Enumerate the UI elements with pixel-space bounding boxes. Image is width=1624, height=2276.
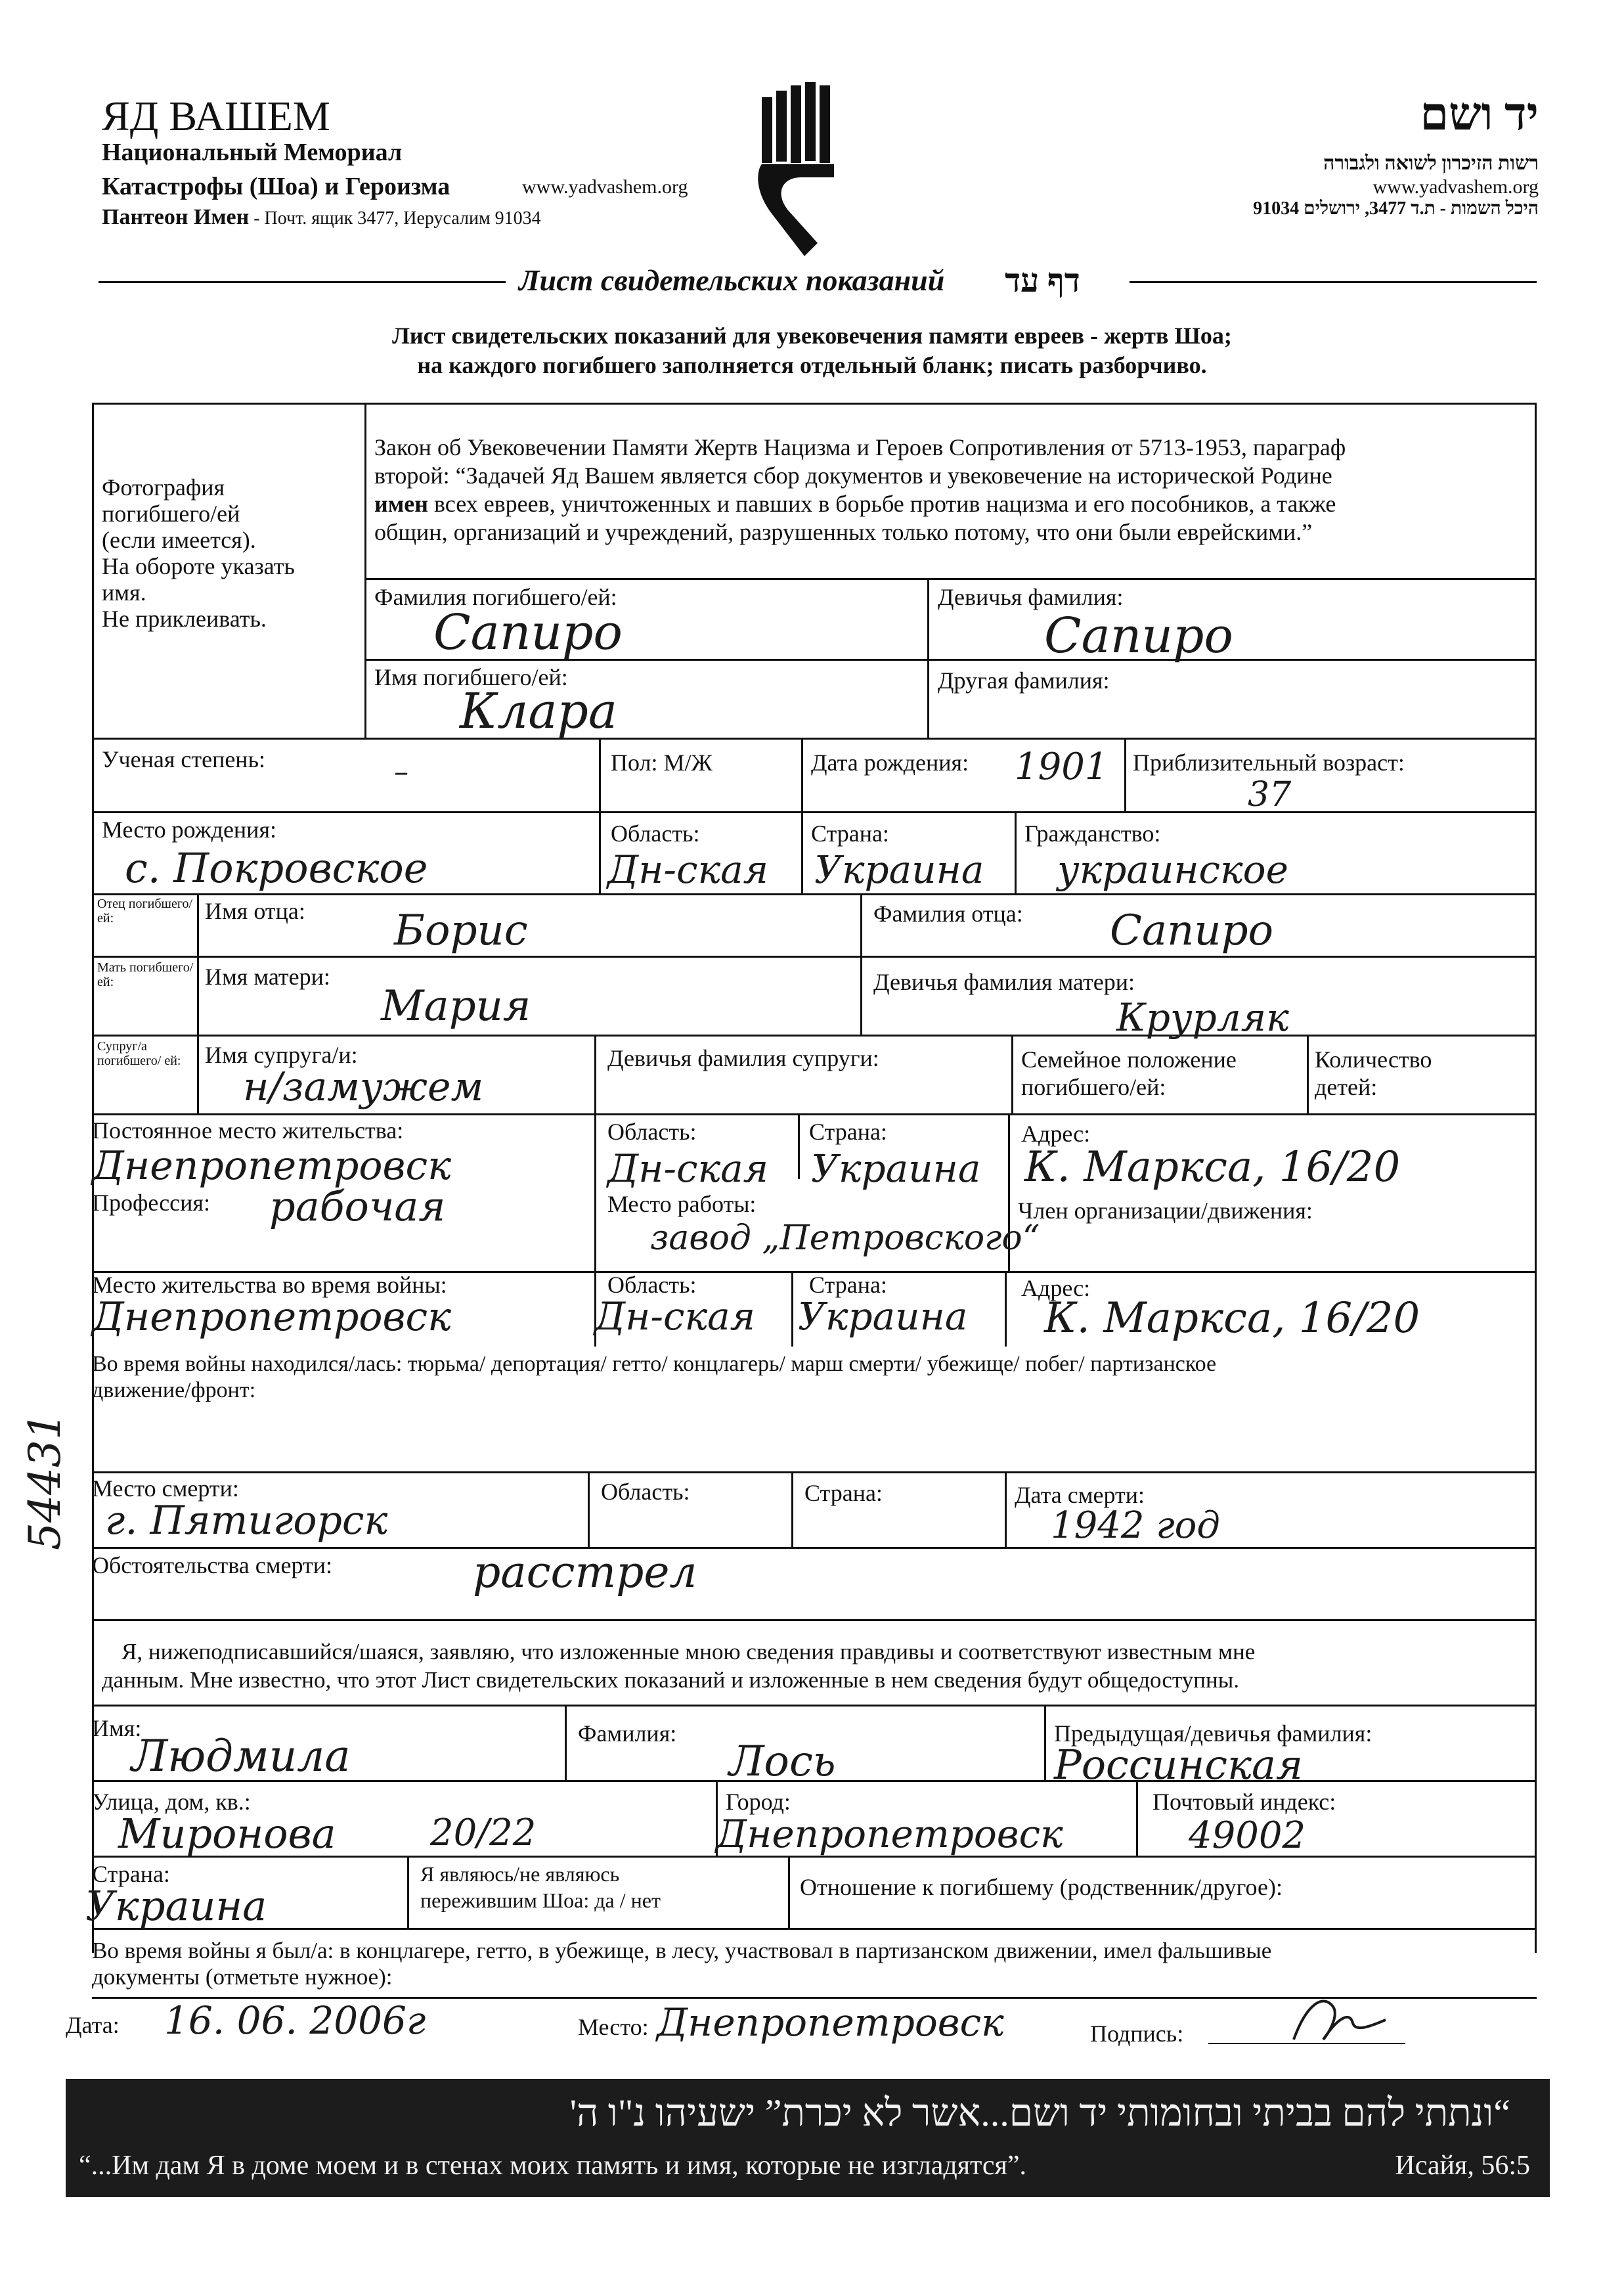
mother-name[interactable]: Мария — [381, 982, 531, 1031]
org-line2: Катастрофы (Шоа) и Героизма — [102, 173, 450, 200]
spouse-maiden-label: Девичья фамилия супруги: — [607, 1045, 879, 1071]
wartime-region-label: Область: — [607, 1272, 697, 1298]
wartime-region[interactable]: Дн-ская — [594, 1294, 756, 1339]
instructions-line2: на каждого погибшего заполняется отдельный бланк; писать разборчиво. — [417, 352, 1207, 378]
wartime-country-label: Страна: — [809, 1272, 887, 1298]
birth-date[interactable]: 1901 — [1015, 746, 1108, 788]
birth-country-label: Страна: — [811, 820, 889, 847]
victim-first-name-label: Имя погибшего/ей: — [374, 664, 568, 690]
law-line2: второй: “Задачей Яд Вашем является сбор документов и увековечение на исторической Родине — [374, 462, 1332, 489]
declaration-line2: данным. Мне известно, что этот Лист свидетельских показаний и изложенные в нем сведения будут общедоступны. — [102, 1667, 1239, 1693]
father-side-label: Отец погибшего/ ей: — [97, 897, 193, 926]
org-line1: Национальный Мемориал — [102, 139, 403, 166]
signature-label: Подпись: — [1090, 2020, 1184, 2047]
residence-address[interactable]: К. Маркса, 16/20 — [1024, 1143, 1401, 1192]
birth-region[interactable]: Дн-ская — [607, 847, 769, 892]
father-surname-label: Фамилия отца: — [873, 901, 1023, 927]
residence-country-label: Страна: — [809, 1119, 887, 1145]
org-name-ru: ЯД ВАШЕМ — [102, 93, 330, 139]
residence-address-label: Адрес: — [1021, 1121, 1091, 1147]
zip-code[interactable]: 49002 — [1189, 1814, 1306, 1857]
signature-mark[interactable] — [1287, 1990, 1392, 2049]
menorah-logo — [755, 79, 841, 263]
survivor-label1: Я являюсь/не являюсь — [420, 1862, 620, 1886]
workplace[interactable]: завод „Петровского“ — [650, 1218, 1040, 1258]
victim-first-name[interactable]: Клара — [460, 683, 617, 740]
wartime-address-label: Адрес: — [1021, 1275, 1091, 1301]
approx-age-label: Приблизительный возраст: — [1133, 749, 1405, 776]
submitter-surname[interactable]: Лось — [729, 1737, 836, 1786]
org-line3-wrap — [102, 205, 541, 230]
form-title-he: דף עד — [1005, 262, 1080, 299]
street-label: Улица, дом, кв.: — [92, 1789, 251, 1815]
photo-line: погибшего/ей — [102, 501, 240, 527]
death-country-label: Страна: — [804, 1480, 883, 1506]
residence-region[interactable]: Дн-ская — [607, 1146, 769, 1191]
children-label1: Количество — [1315, 1046, 1432, 1073]
org-name-he: יד ושם — [1420, 89, 1539, 140]
marital-label1: Семейное положение — [1021, 1046, 1237, 1073]
banner-reference: Исайя, 56:5 — [1395, 2151, 1530, 2181]
photo-instructions — [102, 474, 295, 632]
during-war-line1: Во время войны находился/лась: тюрьма/ депортация/ гетто/ концлагерь/ марш смерти/ убежище/ побег/ партизанское — [92, 1352, 1217, 1376]
victim-maiden[interactable]: Сапиро — [1044, 608, 1233, 664]
banner-russian: “...Им дам Я в доме моем и в стенах моих память и имя, которые не изгладятся”. — [79, 2151, 1026, 2181]
photo-line: Не приклеивать. — [102, 606, 267, 632]
zip-label: Почтовый индекс: — [1152, 1789, 1336, 1815]
title-rule-left — [99, 281, 506, 283]
residence-country[interactable]: Украина — [811, 1146, 981, 1191]
date-label: Дата: — [66, 2012, 120, 2038]
margin-number: 54431 — [20, 1412, 70, 1550]
submitter-name[interactable]: Людмила — [131, 1731, 351, 1781]
death-place[interactable]: г. Пятигорск — [105, 1498, 388, 1544]
form-title-ru: Лист свидетельских показаний — [519, 263, 945, 297]
house-number[interactable]: 20/22 — [430, 1812, 537, 1854]
birth-country[interactable]: Украина — [814, 847, 984, 892]
banner-hebrew: “ונתתי להם בביתי ובחומותי יד ושם...אשר לא יכרת” ישעיהו נ"ו ה' — [569, 2091, 1510, 2134]
submitter-surname-label: Фамилия: — [578, 1720, 677, 1747]
profession[interactable]: рабочая — [269, 1182, 446, 1230]
org-line-he2: היכל השמות - ת.ד 3477, ירושלים 91034 — [1253, 198, 1539, 219]
profession-label: Профессия: — [92, 1190, 210, 1216]
survivor-label2: пережившим Шоа: да / нет — [420, 1888, 661, 1912]
submitter-country[interactable]: Украина — [85, 1882, 267, 1930]
place-label: Место: — [578, 2014, 649, 2040]
website-left: www.yadvashem.org — [522, 176, 688, 198]
street[interactable]: Миронова — [118, 1810, 336, 1858]
father-surname[interactable]: Сапиро — [1110, 906, 1274, 955]
wartime-country[interactable]: Украина — [798, 1294, 968, 1339]
spouse-name[interactable]: н/замужем — [243, 1064, 484, 1110]
residence-value[interactable]: Днепропетровск — [92, 1143, 451, 1189]
approx-age[interactable]: 37 — [1248, 775, 1292, 814]
death-circumstances-label: Обстоятельства смерти: — [92, 1552, 332, 1578]
mother-maiden-label: Девичья фамилия матери: — [873, 969, 1135, 995]
submitter-country-label: Страна: — [92, 1861, 170, 1887]
victim-other-surname-label: Другая фамилия: — [938, 667, 1110, 694]
declaration-line1: Я, нижеподписавшийся/шаяся, заявляю, что изложенные мною сведения правдивы и соответствуют известным мне — [121, 1639, 1256, 1664]
birth-region-label: Область: — [611, 820, 700, 847]
spouse-name-label: Имя супруга/и: — [205, 1042, 358, 1068]
member-label: Член организации/движения: — [1018, 1197, 1313, 1224]
mother-side-label: Мать погибшего/ ей: — [97, 960, 194, 989]
photo-line: На обороте указать — [102, 553, 295, 579]
law-line1: Закон об Увековечении Памяти Жертв Нацизма и Героев Сопротивления от 5713-1953, параграф — [374, 434, 1346, 460]
death-date[interactable]: 1942 год — [1051, 1504, 1220, 1547]
father-name-label: Имя отца: — [205, 898, 305, 924]
org-line-he1: רשות הזיכרון לשואה ולגבורה — [1323, 152, 1539, 174]
org-line3: Пантеон Имен — [102, 205, 250, 229]
photo-line: Фотография — [102, 474, 225, 501]
children-label2: детей: — [1315, 1074, 1378, 1100]
death-date-label: Дата смерти: — [1015, 1482, 1145, 1508]
workplace-label: Место работы: — [607, 1191, 757, 1217]
submission-date[interactable]: 16. 06. 2006г — [164, 1998, 426, 2043]
submitter-name-label: Имя: — [92, 1715, 142, 1741]
victim-surname-label: Фамилия погибшего/ей: — [374, 584, 617, 610]
death-region-label: Область: — [601, 1479, 690, 1505]
victim-maiden-label: Девичья фамилия: — [938, 584, 1124, 610]
residence-region-label: Область: — [607, 1119, 697, 1145]
degree-value[interactable]: – — [394, 755, 408, 789]
victim-surname[interactable]: Сапиро — [433, 604, 623, 661]
city[interactable]: Днепропетровск — [716, 1812, 1063, 1856]
death-place-label: Место смерти: — [92, 1475, 239, 1502]
title-rule-right — [1130, 281, 1537, 283]
org-address-ru: - Почт. ящик 3477, Иерусалим 91034 — [249, 208, 541, 229]
photo-line: имя. — [102, 579, 146, 606]
wartime-residence[interactable]: Днепропетровск — [92, 1294, 451, 1340]
mother-name-label: Имя матери: — [205, 964, 330, 990]
website-right: www.yadvashem.org — [1372, 176, 1539, 198]
submission-place[interactable]: Днепропетровск — [657, 2000, 1004, 2045]
law-line3-rest: всех евреев, уничтоженных и павших в борьбе против нацизма и его пособников, а также — [428, 491, 1336, 517]
submitter-war-line1: Во время войны я был/а: в концлагере, гетто, в убежище, в лесу, участвовал в партизанском движении, имел фальшивые — [92, 1938, 1272, 1963]
photo-line: (если имеется). — [102, 527, 256, 553]
sex-label: Пол: М/Ж — [611, 749, 713, 776]
birth-date-label: Дата рождения: — [811, 749, 969, 776]
degree-label: Ученая степень: — [102, 746, 265, 772]
during-war-line2: движение/фронт: — [92, 1378, 256, 1402]
prev-surname-label: Предыдущая/девичья фамилия: — [1054, 1720, 1372, 1747]
citizenship-label: Гражданство: — [1024, 820, 1161, 847]
death-circumstances[interactable]: расстрел — [473, 1547, 697, 1597]
citizenship[interactable]: украинское — [1057, 847, 1288, 892]
law-line4: общин, организаций и учреждений, разрушенных только потому, что они были еврейскими.” — [374, 519, 1313, 545]
father-name[interactable]: Борис — [394, 906, 528, 955]
prev-surname[interactable]: Россинская — [1054, 1741, 1304, 1789]
marital-label2: погибшего/ей: — [1021, 1074, 1166, 1100]
spouse-side-label: Супруг/а погибшего/ ей: — [97, 1039, 181, 1068]
law-bold-names: имен — [374, 491, 428, 517]
submitter-war-line2: документы (отметьте нужное): — [92, 1964, 393, 1990]
instructions-line1: Лист свидетельских показаний для увековечения памяти евреев - жертв Шоа; — [392, 323, 1232, 349]
residence-label: Постоянное место жительства: — [92, 1117, 404, 1144]
law-line3 — [374, 490, 1336, 518]
birthplace-label: Место рождения: — [102, 816, 277, 843]
quote-banner — [66, 2079, 1550, 2197]
mother-maiden[interactable]: Крурляк — [1116, 995, 1289, 1040]
relation-label: Отношение к погибшему (родственник/другое): — [800, 1874, 1283, 1900]
birthplace[interactable]: с. Покровское — [125, 844, 428, 892]
wartime-address[interactable]: К. Маркса, 16/20 — [1044, 1294, 1420, 1343]
wartime-residence-label: Место жительства во время войны: — [92, 1272, 447, 1298]
city-label: Город: — [726, 1789, 791, 1815]
